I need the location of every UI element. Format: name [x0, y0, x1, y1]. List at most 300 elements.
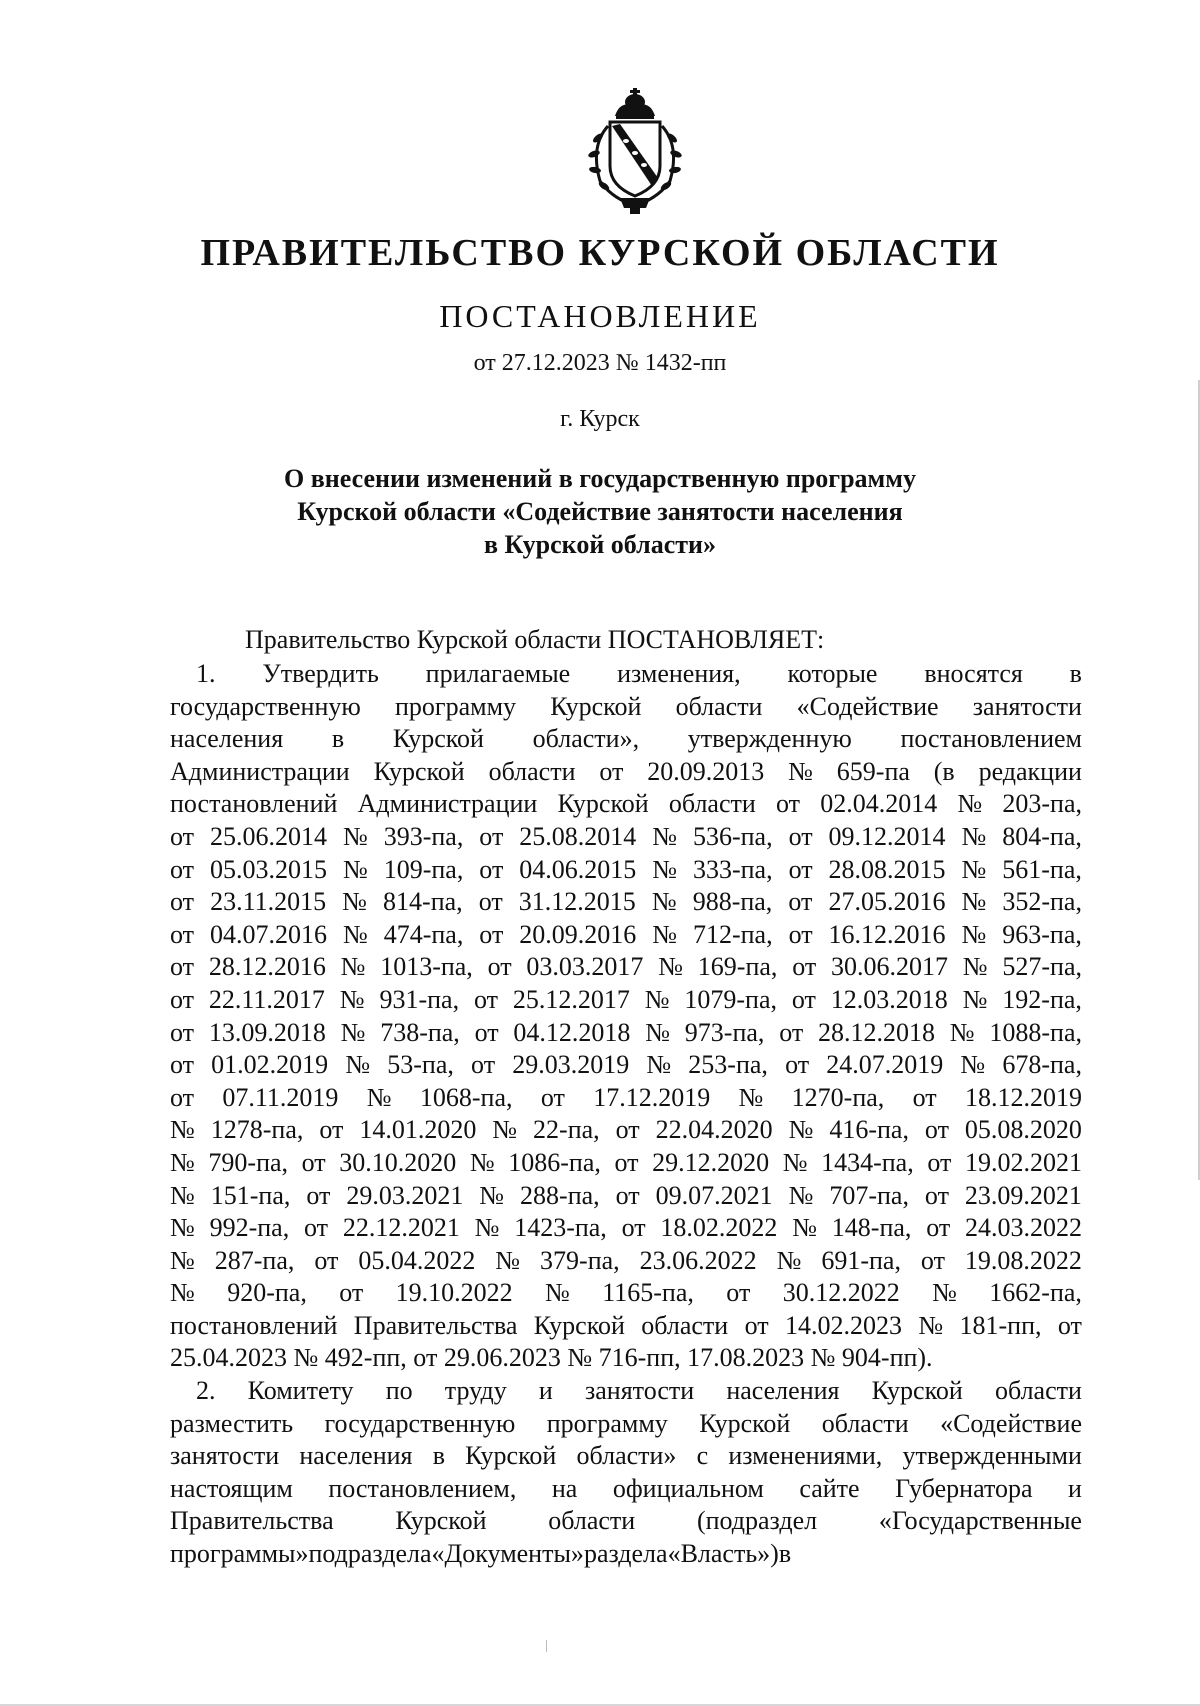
word: 151-па,: [210, 1180, 291, 1210]
word: от: [170, 1082, 195, 1112]
word: подраздела: [308, 1538, 432, 1568]
word: в: [778, 1538, 792, 1568]
word: от: [924, 1115, 949, 1145]
word: №: [788, 1180, 814, 1210]
subject-line: Курской области «Содействие занятости населения: [297, 497, 903, 526]
word: Курской: [395, 1506, 487, 1536]
word: (подраздел: [696, 1506, 818, 1536]
text-line: [170, 788, 1082, 821]
word: от: [615, 1115, 640, 1145]
word: постановлением,: [328, 1473, 517, 1503]
word: №: [342, 821, 368, 851]
word: 1079-па,: [684, 984, 777, 1014]
word: 536-па,: [692, 821, 773, 851]
word: Курской: [465, 1441, 557, 1471]
word: от: [599, 756, 624, 786]
word: №: [345, 1050, 371, 1080]
word: 19.08.2022: [964, 1245, 1082, 1275]
word: от: [788, 854, 813, 884]
word: Курской: [550, 691, 642, 721]
word: 920-па,: [227, 1278, 307, 1308]
word: 29.03.2021: [346, 1180, 464, 1210]
word: которые: [787, 659, 878, 688]
word: 804-па,: [1002, 821, 1082, 851]
word: от: [920, 1245, 945, 1275]
word: №: [961, 821, 987, 851]
word: №: [918, 1310, 944, 1340]
word: от: [170, 821, 195, 851]
word: от: [785, 1050, 810, 1080]
word: 31.12.2015: [518, 887, 636, 917]
word: 01.02.2019: [211, 1050, 329, 1080]
word: «Документы»: [431, 1538, 584, 1568]
word: 22.04.2020: [655, 1115, 773, 1145]
word: от: [473, 984, 498, 1014]
word: 53-па,: [387, 1050, 454, 1080]
text-line: [170, 658, 1082, 691]
word: 1013-па,: [380, 952, 473, 982]
word: Правительства: [353, 1310, 518, 1340]
word: 18.12.2019: [964, 1082, 1082, 1112]
word: от: [471, 1050, 496, 1080]
word: 25.06.2014: [209, 821, 327, 851]
word: 23.06.2022: [639, 1245, 757, 1275]
word: области: [488, 756, 576, 786]
word: Губернатора: [895, 1473, 1033, 1503]
word: 109-па,: [383, 854, 464, 884]
word: 24.03.2022: [965, 1213, 1082, 1243]
word: от: [170, 984, 195, 1014]
word: от: [788, 919, 813, 949]
word: (в: [933, 756, 955, 786]
word: №: [782, 1147, 808, 1177]
word: занятости: [584, 1376, 695, 1405]
word: 192-па,: [1002, 984, 1082, 1014]
word: от: [314, 1245, 339, 1275]
word: Курской: [699, 1408, 791, 1438]
word: 992-па,: [209, 1213, 290, 1243]
word: 18.02.2022: [660, 1213, 778, 1243]
word: №: [949, 1017, 975, 1047]
word: от: [306, 1180, 331, 1210]
word: области: [994, 1376, 1082, 1405]
word: 1423-па,: [514, 1213, 607, 1243]
word: №: [469, 1147, 495, 1177]
word: №: [788, 1115, 814, 1145]
word: постановлений: [170, 1310, 338, 1340]
word: вносятся: [924, 659, 1023, 688]
text-line: [170, 854, 1082, 887]
word: настоящим: [170, 1473, 293, 1503]
word: 288-па,: [520, 1180, 600, 1210]
word: 30.06.2017: [831, 952, 948, 982]
organization-title: ПРАВИТЕЛЬСТВО КУРСКОЙ ОБЛАСТИ: [200, 232, 1000, 274]
word: №: [651, 887, 677, 917]
word: №: [788, 756, 813, 786]
word: разместить: [170, 1408, 294, 1438]
word: государственную: [170, 691, 361, 721]
word: 17.12.2019: [593, 1082, 711, 1112]
word: области»,: [532, 724, 640, 754]
text-line: [170, 886, 1082, 919]
word: 1278-па,: [210, 1115, 304, 1145]
word: от: [170, 887, 195, 917]
word: №: [340, 952, 366, 982]
word: от: [170, 952, 195, 982]
word: 05.04.2022: [358, 1245, 476, 1275]
word: от: [170, 1017, 195, 1047]
word: 29.03.2019: [512, 1050, 630, 1080]
word: от: [1057, 1310, 1082, 1340]
word: 379-па,: [540, 1245, 620, 1275]
text-line: [170, 1375, 1082, 1408]
word: от: [775, 789, 800, 819]
text-line: [170, 1017, 1082, 1050]
word: 1.: [170, 659, 216, 688]
word: от: [726, 1278, 751, 1308]
word: 22.11.2017: [208, 984, 325, 1014]
word: населения: [170, 724, 284, 754]
text-line: [170, 1082, 1082, 1115]
word: №: [658, 952, 683, 982]
word: 20.09.2013: [647, 756, 765, 786]
text-line: [170, 1212, 1082, 1245]
word: 988-па,: [692, 887, 773, 917]
word: 03.03.2017: [526, 952, 644, 982]
word: №: [492, 1115, 518, 1145]
word: редакции: [978, 756, 1082, 786]
word: 24.07.2019: [826, 1050, 944, 1080]
paragraph-1: [170, 658, 1082, 1375]
word: 738-па,: [380, 1017, 460, 1047]
text-line: [170, 1310, 1082, 1343]
text-line: [170, 1180, 1082, 1213]
word: на: [551, 1473, 578, 1503]
document-number-date: от 27.12.2023 № 1432-пп: [473, 350, 727, 376]
word: от: [304, 1213, 329, 1243]
document-city: г. Курск: [560, 406, 640, 432]
text-line: [170, 821, 1082, 854]
word: 203-па,: [1002, 789, 1082, 819]
word: от: [479, 821, 504, 851]
word: №: [646, 1050, 672, 1080]
word: 04.07.2016: [209, 919, 327, 949]
word: области: [821, 1408, 909, 1438]
word: государственную: [324, 1408, 516, 1438]
kursk-coat-of-arms-icon: [570, 86, 700, 216]
word: постановлений: [170, 789, 338, 819]
word: от: [788, 821, 813, 851]
word: 20.09.2016: [519, 919, 637, 949]
word: от: [170, 854, 195, 884]
word: 07.11.2019: [222, 1082, 339, 1112]
word: №: [339, 984, 365, 1014]
word: с: [696, 1441, 709, 1471]
word: 1270-па,: [791, 1082, 885, 1112]
word: №: [170, 1147, 195, 1177]
word: 963-па,: [1002, 919, 1082, 949]
text-line: [170, 951, 1082, 984]
word: Курской: [392, 724, 484, 754]
text-line: [170, 984, 1082, 1017]
word: 30.10.2020: [339, 1147, 457, 1177]
text-line: [170, 1245, 1082, 1278]
word: 29.12.2020: [652, 1147, 770, 1177]
word: №: [495, 1245, 521, 1275]
word: №: [962, 984, 988, 1014]
subject-line: в Курской области»: [483, 530, 717, 559]
word: Администрации: [357, 789, 538, 819]
word: «Содействие: [940, 1408, 1082, 1438]
scan-mark: [546, 1640, 547, 1652]
word: 02.04.2014: [820, 789, 938, 819]
word: «Содействие: [796, 691, 939, 721]
word: №: [792, 1213, 817, 1243]
word: от: [479, 854, 504, 884]
word: 05.03.2015: [209, 854, 327, 884]
word: №: [738, 1082, 764, 1112]
word: 28.12.2016: [208, 952, 326, 982]
word: Правительства: [170, 1506, 334, 1536]
word: от: [474, 1017, 499, 1047]
word: 05.08.2020: [964, 1115, 1082, 1145]
word: 333-па,: [692, 854, 773, 884]
word: «Государственные: [878, 1506, 1082, 1536]
word: от: [319, 1115, 344, 1145]
word: постановлением: [900, 724, 1082, 754]
word: 707-па,: [829, 1180, 909, 1210]
word: от: [912, 1082, 937, 1112]
word: №: [170, 1278, 195, 1308]
word: №: [962, 952, 988, 982]
word: и: [538, 1376, 553, 1405]
word: №: [474, 1213, 500, 1243]
text-line: [170, 1408, 1082, 1441]
word: 23.09.2021: [964, 1180, 1082, 1210]
word: Курской: [373, 756, 465, 786]
word: в: [331, 724, 345, 754]
word: 16.12.2016: [828, 919, 946, 949]
word: №: [652, 854, 678, 884]
word: 23.11.2015: [210, 887, 327, 917]
word: 25.08.2014: [519, 821, 637, 851]
word: программу: [395, 691, 517, 721]
word: Комитету: [247, 1376, 354, 1405]
word: населения: [726, 1376, 840, 1405]
word: 13.09.2018: [208, 1017, 326, 1047]
word: 148-па,: [831, 1213, 912, 1243]
word: от: [615, 1180, 640, 1210]
word: 352-па,: [1002, 887, 1082, 917]
word: 1165-па,: [602, 1278, 694, 1308]
word: 393-па,: [383, 821, 464, 851]
word: от: [621, 1213, 646, 1243]
word: 28.08.2015: [828, 854, 946, 884]
word: от: [792, 952, 817, 982]
word: области: [548, 1506, 636, 1536]
text-line: [170, 1277, 1082, 1310]
word: раздела: [583, 1538, 668, 1568]
word: 25.12.2017: [512, 984, 630, 1014]
word: «Власть»): [667, 1538, 779, 1568]
word: Администрации: [170, 756, 350, 786]
word: 659-па: [836, 756, 910, 786]
word: 973-па,: [684, 1017, 765, 1047]
word: №: [961, 854, 987, 884]
word: области: [675, 691, 763, 721]
word: 474-па,: [383, 919, 464, 949]
word: прилагаемые: [425, 659, 571, 688]
word: 22-па,: [533, 1115, 600, 1145]
word: 12.03.2018: [830, 984, 948, 1014]
word: от: [614, 1147, 639, 1177]
word: 814-па,: [383, 887, 463, 917]
word: программы»: [170, 1538, 309, 1568]
word: 04.12.2018: [513, 1017, 631, 1047]
word: 25.04.2023 № 492-пп, от 29.06.2023 № 716-пп, 17.08.2023 № 904-пп).: [170, 1343, 933, 1373]
word: утвержденную: [687, 724, 852, 754]
word: 28.12.2018: [818, 1017, 935, 1047]
text-line: [170, 691, 1082, 724]
word: от: [744, 1310, 769, 1340]
word: от: [478, 887, 503, 917]
word: от: [301, 1147, 326, 1177]
word: 678-па,: [1002, 1050, 1082, 1080]
word: занятости: [170, 1441, 280, 1471]
word: области: [641, 1310, 729, 1340]
word: №: [340, 1017, 366, 1047]
word: от: [170, 1050, 195, 1080]
word: 712-па,: [692, 919, 773, 949]
text-line: [170, 756, 1082, 789]
word: от: [339, 1278, 364, 1308]
text-line: [170, 723, 1082, 756]
word: 14.02.2023: [784, 1310, 902, 1340]
word: Курской: [871, 1376, 963, 1405]
word: №: [342, 919, 368, 949]
word: №: [961, 887, 987, 917]
word: 931-па,: [379, 984, 460, 1014]
word: №: [342, 887, 367, 917]
word: 169-па,: [697, 952, 778, 982]
word: утвержденными: [902, 1441, 1082, 1471]
word: №: [652, 919, 678, 949]
word: №: [170, 1245, 195, 1275]
word: и: [1068, 1473, 1082, 1503]
preamble: Правительство Курской области ПОСТАНОВЛЯЕТ:: [245, 625, 825, 654]
word: 253-па,: [688, 1050, 768, 1080]
word: от: [924, 1180, 949, 1210]
word: 1068-па,: [419, 1082, 513, 1112]
word: Курской: [557, 789, 649, 819]
word: Утвердить: [262, 659, 379, 688]
word: 09.12.2014: [828, 821, 946, 851]
word: 2.: [170, 1376, 216, 1405]
word: 1086-па,: [508, 1147, 601, 1177]
word: по: [385, 1376, 413, 1405]
word: 287-па,: [214, 1245, 295, 1275]
word: №: [645, 1017, 670, 1047]
word: №: [545, 1278, 570, 1308]
word: населения: [299, 1441, 413, 1471]
word: 09.07.2021: [655, 1180, 773, 1210]
word: в: [432, 1441, 445, 1471]
word: области»: [576, 1441, 677, 1471]
word: №: [961, 919, 987, 949]
word: 19.02.2021: [964, 1147, 1082, 1177]
word: №: [644, 984, 670, 1014]
word: сайте: [799, 1473, 860, 1503]
text-line: [170, 1473, 1082, 1506]
word: от: [926, 1213, 951, 1243]
text-line: [170, 1147, 1082, 1180]
word: 181-пп,: [959, 1310, 1042, 1340]
word: 19.10.2022: [395, 1278, 513, 1308]
word: №: [932, 1278, 957, 1308]
text-line: [170, 1538, 1082, 1571]
text-line: [170, 1342, 1082, 1375]
word: 1662-па,: [989, 1278, 1082, 1308]
word: №: [776, 1245, 802, 1275]
word: Курской: [533, 1310, 625, 1340]
word: 527-па,: [1002, 952, 1082, 982]
document-subject: [0, 462, 1200, 561]
word: программу: [546, 1408, 668, 1438]
word: от: [779, 1017, 804, 1047]
word: №: [652, 821, 678, 851]
word: №: [342, 854, 368, 884]
word: от: [170, 919, 195, 949]
text-line: [170, 1049, 1082, 1082]
word: 691-па,: [821, 1245, 901, 1275]
word: 22.12.2021: [342, 1213, 460, 1243]
word: 790-па,: [208, 1147, 289, 1177]
word: изменения,: [617, 659, 741, 688]
text-line: [170, 1440, 1082, 1473]
text-line: [170, 1114, 1082, 1147]
word: 1088-па,: [989, 1017, 1082, 1047]
word: 27.05.2016: [828, 887, 946, 917]
word: №: [170, 1180, 195, 1210]
word: 1434-па,: [821, 1147, 914, 1177]
word: 561-па,: [1002, 854, 1082, 884]
word: №: [957, 789, 983, 819]
word: 14.01.2020: [359, 1115, 477, 1145]
word: от: [479, 919, 504, 949]
word: в: [1069, 659, 1082, 688]
subject-line: О внесении изменений в государственную программу: [284, 464, 916, 493]
word: №: [170, 1115, 195, 1145]
word: от: [540, 1082, 565, 1112]
word: №: [170, 1213, 195, 1243]
word: от: [927, 1147, 952, 1177]
word: труду: [444, 1376, 507, 1405]
paragraph-2: [170, 1375, 1082, 1571]
word: изменениями,: [728, 1441, 883, 1471]
word: №: [479, 1180, 505, 1210]
word: 30.12.2022: [782, 1278, 900, 1308]
word: 416-па,: [829, 1115, 909, 1145]
word: 04.06.2015: [519, 854, 637, 884]
word: от: [791, 984, 816, 1014]
text-line: [170, 1505, 1082, 1538]
word: занятости: [972, 691, 1082, 721]
text-line: [170, 919, 1082, 952]
document-type: ПОСТАНОВЛЕНИЕ: [439, 298, 761, 334]
word: от: [788, 887, 813, 917]
word: №: [960, 1050, 986, 1080]
word: №: [366, 1082, 392, 1112]
